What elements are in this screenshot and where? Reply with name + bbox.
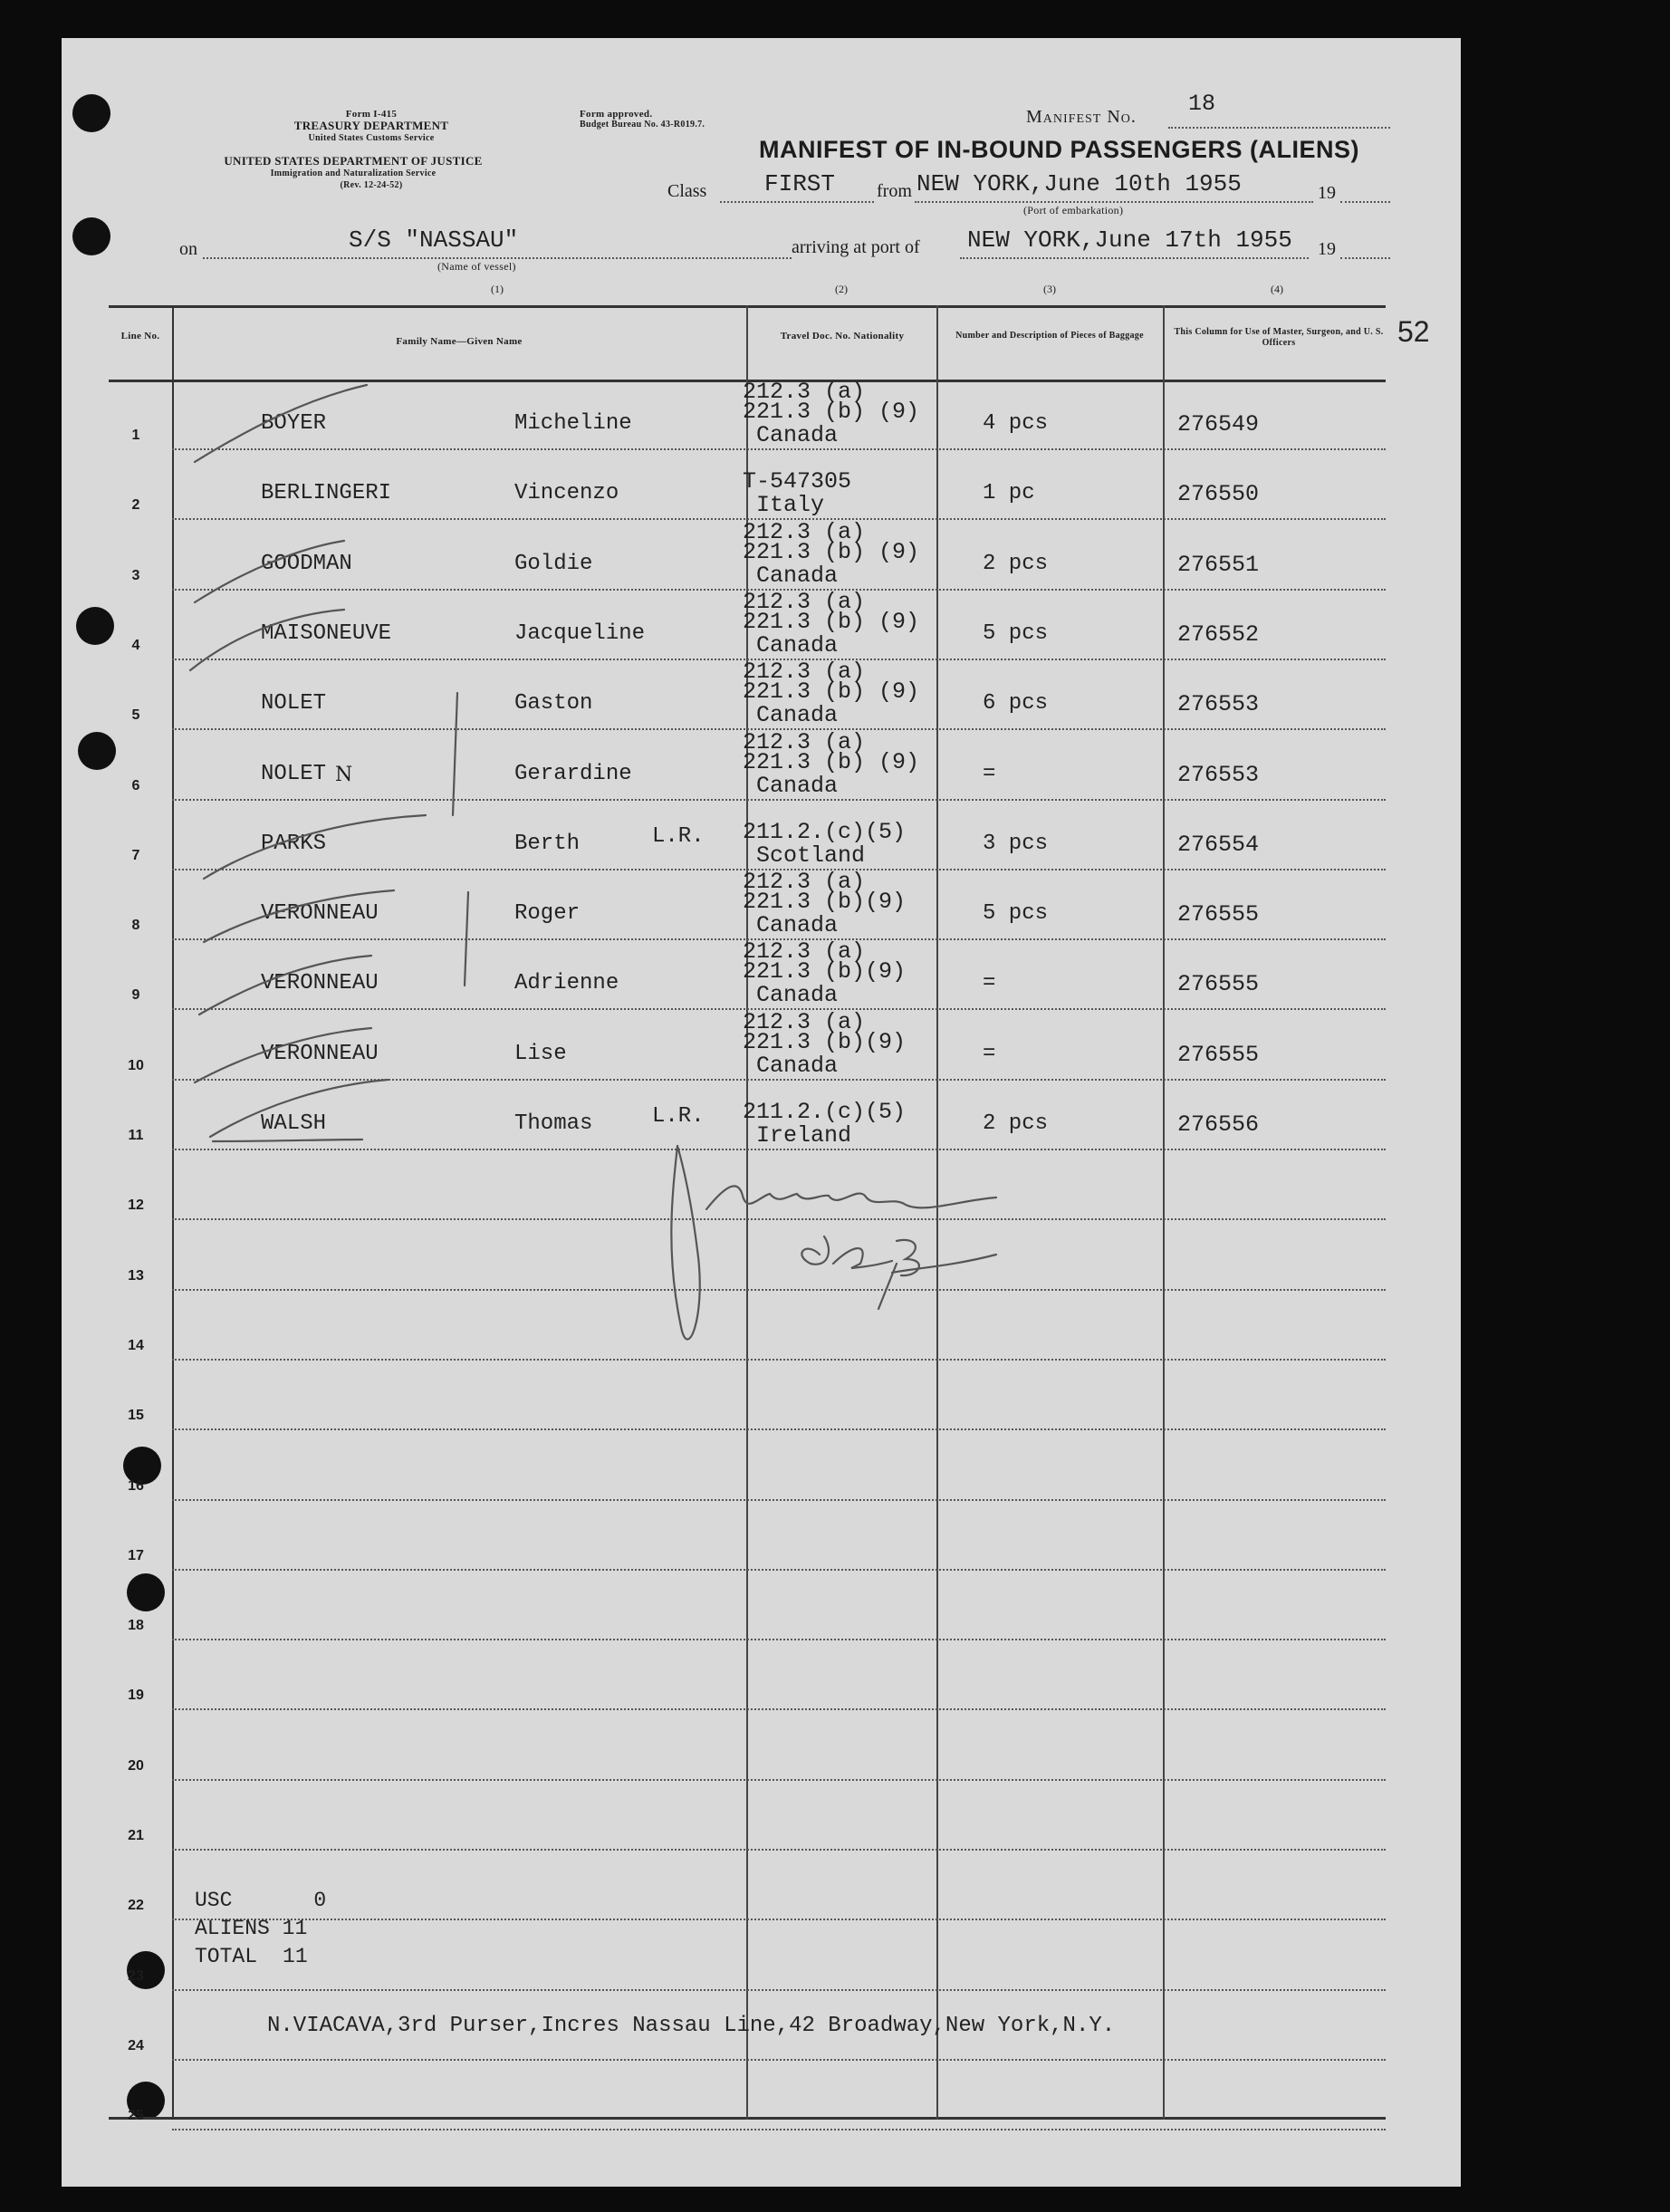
given-name: Lise [514,1041,567,1066]
line-number: 22 [128,1898,144,1914]
given-name: Roger [514,901,581,927]
empty-table-row [109,1501,1386,1571]
family-name: BOYER [261,411,327,436]
total-value: 11 [283,1945,308,1968]
doc-code-1: 212.3 (a) [743,728,866,755]
given-name: Thomas [514,1111,593,1136]
table-row [109,728,1386,801]
on-label: on [179,239,197,259]
baggage: 2 pcs [983,551,1049,576]
nationality: Canada [756,912,839,939]
officer-code: 276554 [1177,831,1260,858]
line-number: 21 [128,1828,144,1843]
line-number: 9 [131,987,140,1004]
header-name: Family Name—Given Name [396,336,523,347]
officer-code: 276555 [1177,971,1260,998]
class-line [720,201,874,203]
doc-code-2: 221.3 (b) (9) [743,399,920,425]
doc-code-1: 212.3 (a) [743,869,866,896]
given-name: Adrienne [514,971,619,996]
given-name: Gerardine [514,761,632,786]
family-name: PARKS [261,831,327,856]
table-row [109,588,1386,660]
empty-table-row [109,1150,1386,1220]
baggage: 1 pc [983,481,1035,506]
arriving-label: arriving at port of [792,237,920,257]
table-row [109,518,1386,591]
officer-code: 276552 [1177,620,1260,648]
totals-block [195,1887,326,1971]
empty-table-row [109,1711,1386,1781]
officer-code: 276555 [1177,1041,1260,1068]
empty-table-row [109,1361,1386,1430]
line-number: 15 [128,1408,144,1424]
officer-code: 276555 [1177,901,1260,928]
nationality: Canada [756,631,839,659]
line-number: 19 [128,1688,144,1704]
line-number: 16 [128,1477,144,1494]
given-name: Berth [514,831,581,856]
empty-table-row [109,1781,1386,1851]
baggage: 4 pcs [983,411,1049,436]
line-number: 6 [131,777,140,793]
inserted-n: N [335,764,353,786]
budget-bureau: Budget Bureau No. 43-R019.7. [580,120,705,130]
nationality: Canada [756,702,839,729]
doc-code-1: 212.3 (a) [743,938,866,966]
form-number: Form I-415 [345,109,398,120]
nationality: Ireland [756,1122,852,1149]
line-number: 11 [128,1128,144,1143]
family-name: VERONNEAU [261,901,379,927]
baggage: = [983,1041,996,1066]
col-num-2: (2) [835,283,848,295]
doc-code-2: 211.2.(c)(5) [743,1099,907,1125]
form-approved: Form approved. [580,109,653,120]
vessel-name: S/S "NASSAU" [349,226,519,254]
doc-code-1: 212.3 (a) [743,588,866,615]
doc-code-2: 221.3 (b) (9) [743,748,920,775]
note-lr: L.R. [652,823,705,849]
baggage: 2 pcs [983,1111,1049,1136]
arriving-value: NEW YORK,June 17th 1955 [967,226,1292,254]
header-line-no: Line No. [120,331,160,341]
header-baggage: Number and Description of Pieces of Baggage [955,331,1144,341]
manifest-number: 18 [1188,91,1216,117]
col-num-1: (1) [491,283,504,295]
baggage: = [983,761,996,786]
family-name: VERONNEAU [261,971,379,996]
nationality: Canada [756,422,839,448]
table-row [109,1008,1386,1081]
table-row [109,870,1386,940]
doc-code-1: 212.3 (a) [743,518,866,545]
empty-table-row [109,1571,1386,1640]
officer-code: 276553 [1177,691,1260,718]
doc-code-2: 221.3 (b)(9) [743,1028,907,1055]
given-name: Micheline [514,411,632,436]
family-name: WALSH [261,1111,327,1136]
nationality: Canada [756,772,839,799]
year-suffix: 19 [1318,183,1336,203]
family-name: GOODMAN [261,551,352,576]
customs-service: United States Customs Service [308,133,435,143]
family-name: BERLINGERI [261,481,392,506]
doc-code-2: 211.2.(c)(5) [743,818,907,845]
nationality: Canada [756,982,839,1009]
manifest-label: Manifest No. [1026,107,1137,127]
treasury-dept: TREASURY DEPARTMENT [293,119,449,132]
note-lr: L.R. [652,1104,705,1129]
from-value: NEW YORK,June 10th 1955 [917,170,1242,197]
empty-table-row [109,1291,1386,1361]
line-number: 10 [128,1057,144,1073]
table-row [109,940,1386,1010]
line-number: 8 [131,918,140,934]
line-number: 14 [128,1337,144,1353]
manifest-table [109,267,1386,2124]
header-officers: This Column for Use of Master, Surgeon, and U. S. Officers [1174,327,1384,348]
empty-table-row [109,1431,1386,1501]
line-number: 24 [128,2037,144,2053]
nationality: Italy [756,492,825,519]
header-travel-doc: Travel Doc. No. Nationality [780,331,905,341]
line-number: 7 [131,847,140,863]
empty-table-row [109,2061,1386,2130]
justice-dept: UNITED STATES DEPARTMENT OF JUSTICE [224,154,483,168]
doc-code-2: T-547305 [743,468,852,495]
class-value: FIRST [764,170,836,197]
from-label: from [877,181,912,201]
empty-table-row [109,1221,1386,1291]
doc-code-1: 212.3 (a) [743,659,866,686]
officer-code: 276553 [1177,761,1260,788]
aliens-label: ALIENS [195,1917,270,1940]
arriving-line [960,257,1309,259]
punch-hole [72,217,110,255]
table-row [109,801,1386,870]
family-name: NOLET [261,691,327,716]
baggage: = [983,971,996,996]
table-row [109,450,1386,520]
punch-hole [72,94,110,132]
col-num-4: (4) [1271,283,1283,295]
ins-service: Immigration and Naturalization Service [270,168,437,178]
usc-value: 0 [313,1889,327,1912]
line-number: 2 [131,497,140,514]
baggage: 3 pcs [983,831,1049,856]
baggage: 5 pcs [983,901,1049,927]
officer-code: 276551 [1177,551,1260,578]
class-label: Class [667,181,707,201]
family-name: NOLET [261,761,327,786]
table-row [109,660,1386,730]
page-number: 52 [1397,315,1430,348]
revision: (Rev. 12-24-52) [340,180,403,190]
line-number: 1 [131,428,140,443]
doc-code-1: 212.3 (a) [743,1008,866,1035]
doc-code-1: 212.3 (a) [743,379,866,405]
line-number: 18 [128,1618,144,1634]
line-number: 17 [128,1547,144,1563]
vessel-line [203,257,792,259]
given-name: Vincenzo [514,481,619,506]
doc-code-2: 221.3 (b) (9) [743,678,920,706]
year-suffix-2: 19 [1318,239,1336,259]
family-name: MAISONEUVE [261,620,392,646]
table-row [109,1081,1386,1150]
line-number: 12 [128,1197,144,1214]
line-number: 20 [128,1757,144,1774]
line-number: 13 [128,1267,144,1284]
line-number: 5 [131,707,140,724]
line-number: 23 [128,1967,144,1984]
line-number: 25 [128,2108,144,2124]
officer-code: 276550 [1177,481,1260,508]
baggage: 6 pcs [983,691,1049,716]
total-label: TOTAL [195,1945,258,1968]
port-embark-note: (Port of embarkation) [1023,204,1124,216]
given-name: Goldie [514,551,593,576]
doc-code-2: 221.3 (b)(9) [743,958,907,986]
row-rule [172,2129,1386,2130]
baggage: 5 pcs [983,620,1049,646]
given-name: Jacqueline [514,620,646,646]
doc-code-2: 221.3 (b)(9) [743,889,907,916]
year-line-2 [1340,257,1390,259]
empty-table-row [109,1640,1386,1710]
col-num-3: (3) [1043,283,1056,295]
manifest-line [1168,127,1390,129]
page-title: MANIFEST OF IN-BOUND PASSENGERS (ALIENS) [759,136,1360,163]
aliens-value: 11 [282,1917,308,1940]
usc-label: USC [195,1889,233,1912]
line-number: 3 [131,567,140,583]
family-name: VERONNEAU [261,1041,379,1066]
year-line [1340,201,1390,203]
vessel-note: (Name of vessel) [437,260,516,273]
doc-code-2: 221.3 (b) (9) [743,538,920,565]
officer-code: 276556 [1177,1111,1260,1138]
nationality: Canada [756,562,839,589]
table-row [109,380,1386,450]
nationality: Scotland [756,842,866,869]
given-name: Gaston [514,691,593,716]
nationality: Canada [756,1052,839,1079]
purser-signature: N.VIACAVA,3rd Purser,Incres Nassau Line,42 Broadway,New York,N.Y. [267,2014,1116,2038]
from-line [915,201,1313,203]
officer-code: 276549 [1177,411,1260,438]
line-number: 4 [131,637,140,653]
doc-code-2: 221.3 (b) (9) [743,608,920,635]
